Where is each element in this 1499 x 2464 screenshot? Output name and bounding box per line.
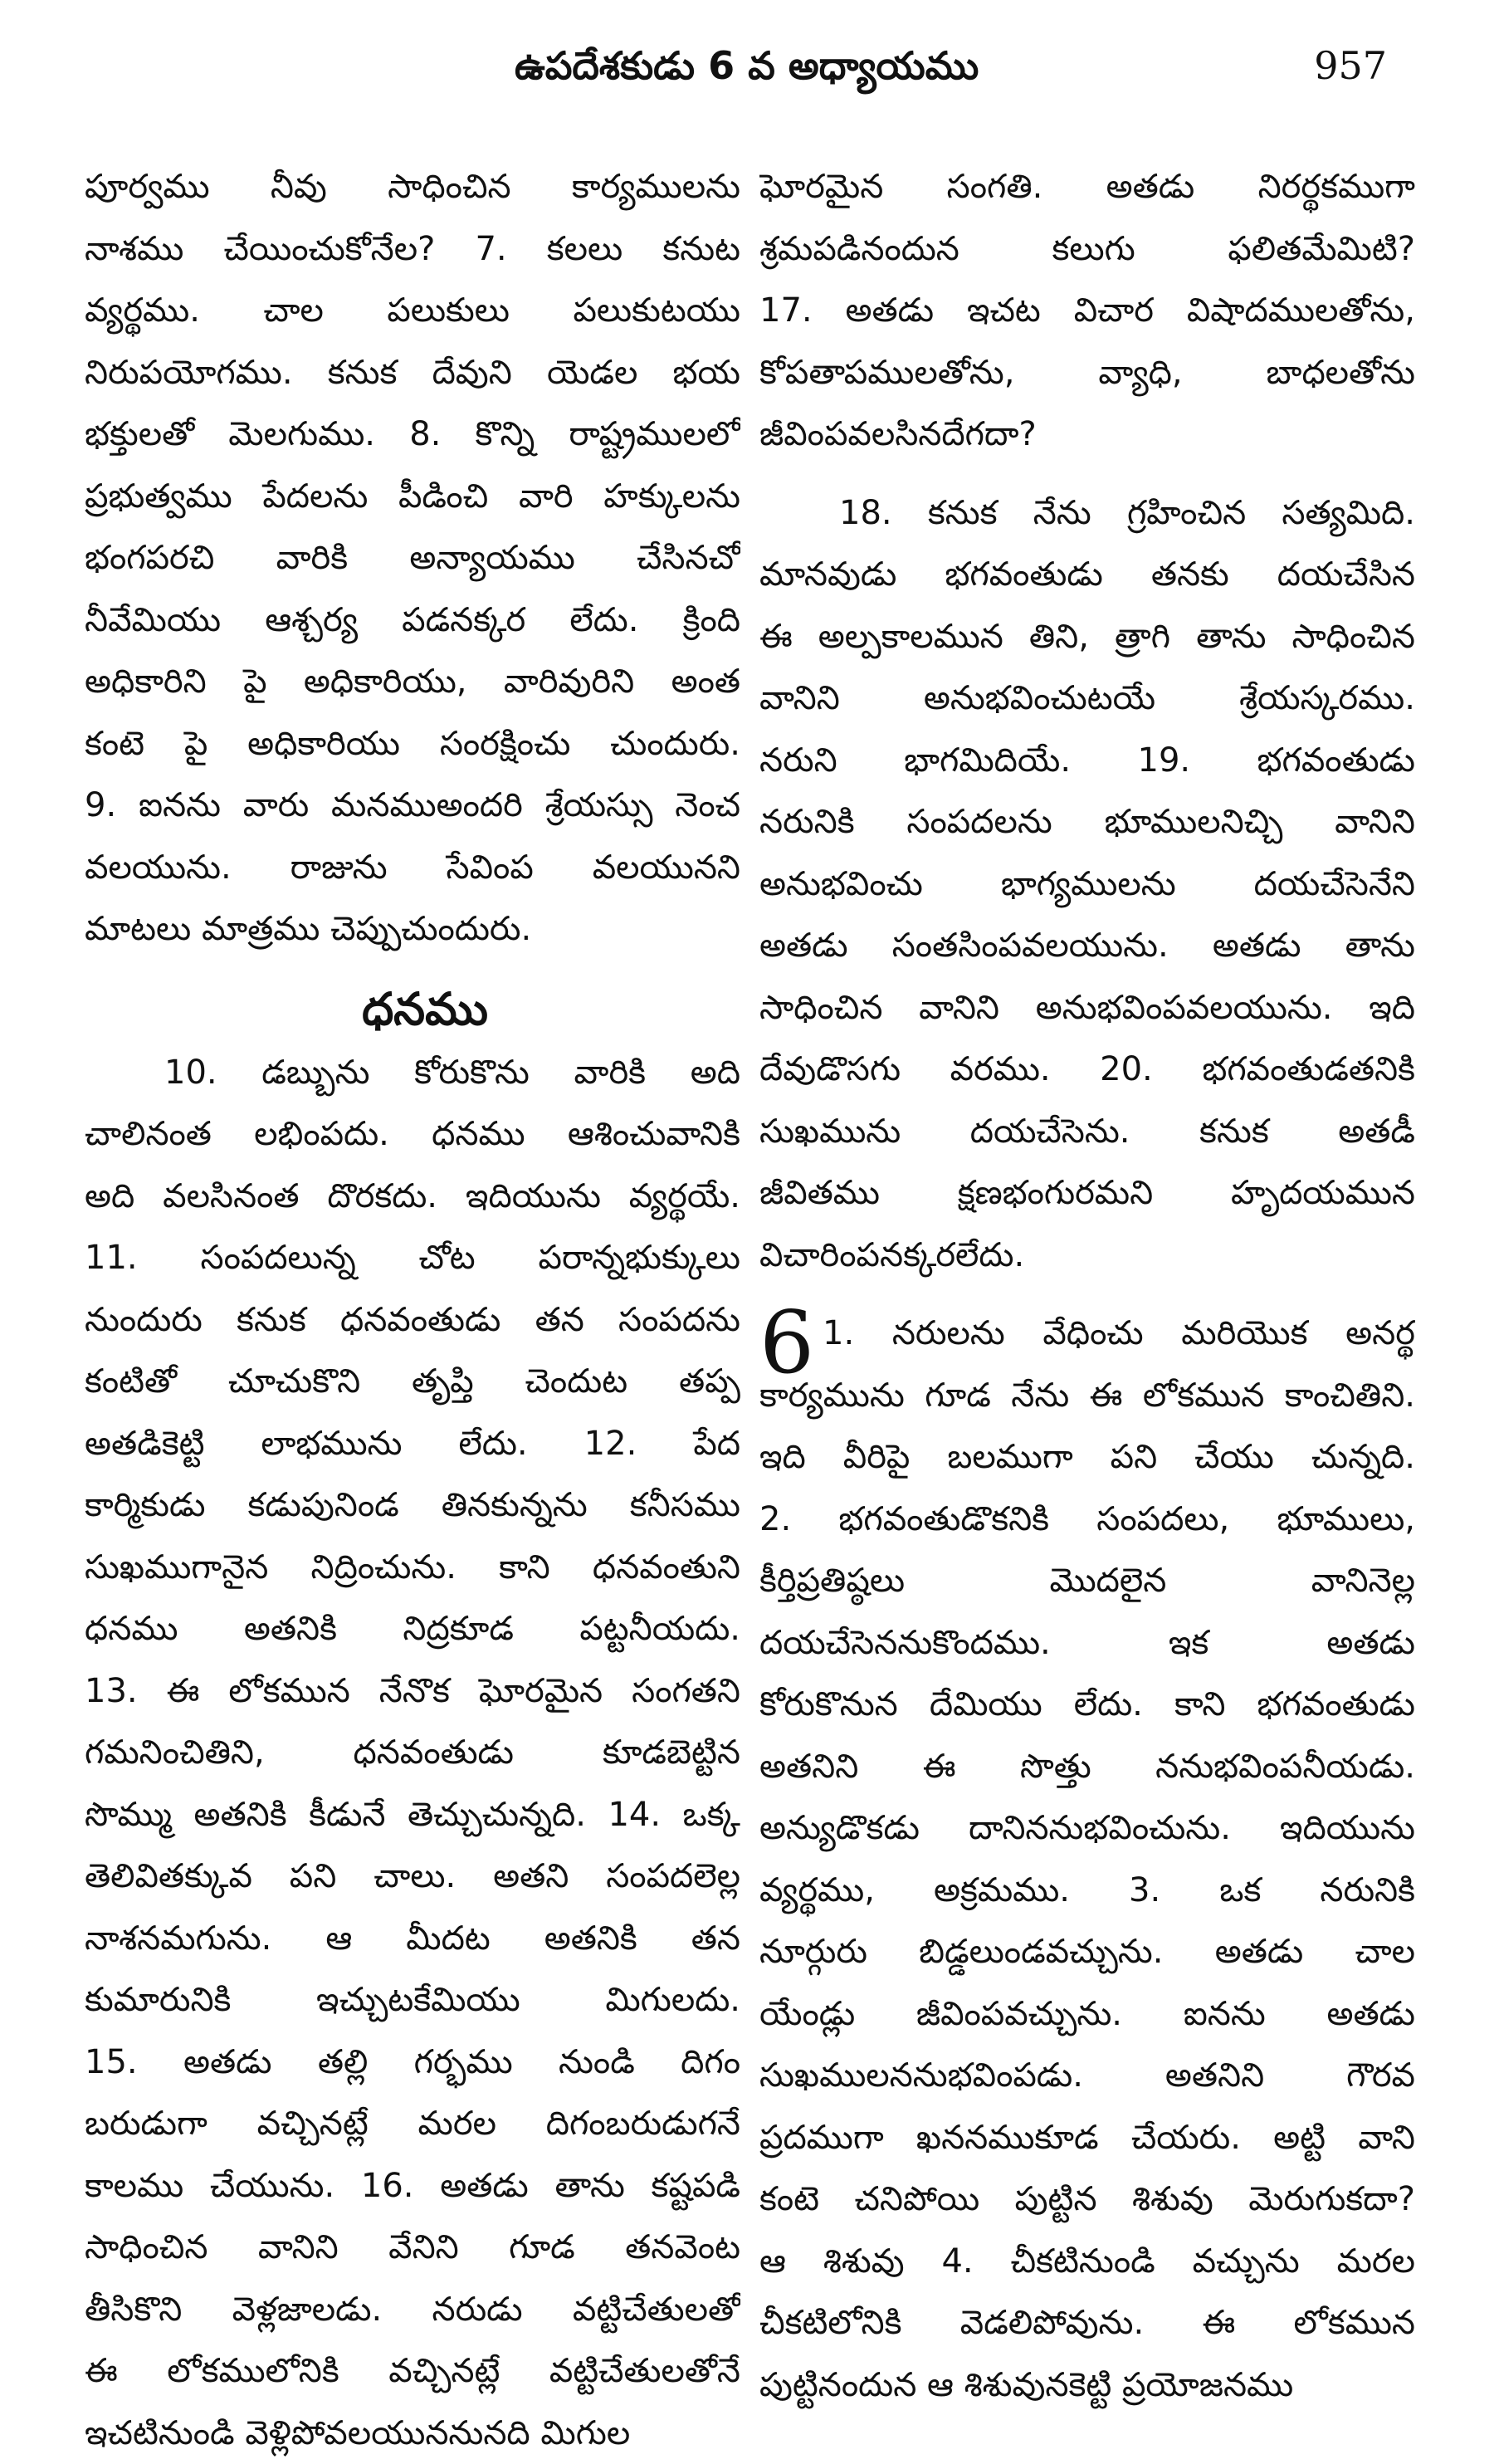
text-line: 1. నరులను వేధించు మరియొక అనర్థ	[759, 1303, 1415, 1365]
text-line: కంటె పై అధికారియు సంరక్షించు చుందురు.	[85, 713, 740, 775]
left-column	[85, 156, 740, 2464]
text-line: కాలము చేయును. 16. అతడు తాను కష్టపడి	[85, 2155, 740, 2217]
text-line: 9. ఐనను వారు మనముఅందరి శ్రేయస్సు నెంచ	[85, 775, 740, 837]
text-line: జీవితము క్షణభంగురమని హృదయమున	[759, 1162, 1415, 1225]
text-line: 2. భగవంతుడొకనికి సంపదలు, భూములు,	[759, 1489, 1415, 1551]
text-line: కోపతాపములతోను, వ్యాధి, బాధలతోను	[759, 342, 1415, 404]
text-line: సుఖముగానైన నిద్రించును. కాని ధనవంతుని	[85, 1537, 740, 1599]
text-line: జీవింపవలసినదేగదా?	[759, 403, 1415, 466]
paragraph	[759, 1365, 1415, 2417]
text-line: నరుని భాగమిదియే. 19. భగవంతుడు	[759, 730, 1415, 792]
text-line: ఇచటినుండి వెళ్లిపోవలయుననునది మిగుల	[85, 2403, 740, 2464]
text-line: అది వలసినంత దొరకదు. ఇదియును వ్యర్థయే.	[85, 1166, 740, 1228]
text-line: సాధించిన వానిని వేనిని గూడ తనవెంట	[85, 2217, 740, 2279]
text-line: 15. అతడు తల్లి గర్భము నుండి దిగం	[85, 2031, 740, 2094]
text-line: 11. సంపదలున్న చోట పరాన్నభుక్కులు	[85, 1227, 740, 1289]
text-line: సుఖమును దయచేసెను. కనుక అతడీ	[759, 1101, 1415, 1163]
text-line: ఈ లోకములోనికి వచ్చినట్లే వట్టిచేతులతోనే	[85, 2340, 740, 2403]
text-line: వ్యర్థము, అక్రమము. 3. ఒక నరునికి	[759, 1860, 1415, 1922]
paragraph	[85, 156, 740, 961]
text-line: నూర్గురు బిడ్డలుండవచ్చును. అతడు చాల	[759, 1921, 1415, 1983]
text-line: యేండ్లు జీవింపవచ్చును. ఐనను అతడు	[759, 1983, 1415, 2046]
page-number: 957	[1314, 43, 1387, 88]
text-line: సుఖములననుభవింపడు. అతనిని గౌరవ	[759, 2045, 1415, 2107]
text-line: 10. డబ్బును కోరుకొను వారికి అది	[85, 1042, 740, 1104]
text-line: అన్యుడొకడు దానిననుభవించును. ఇదియును	[759, 1797, 1415, 1860]
text-line: వానిని అనుభవించుటయే శ్రేయస్కరము.	[759, 667, 1415, 730]
text-line: దేవుడొసగు వరము. 20. భగవంతుడతనికి	[759, 1039, 1415, 1101]
text-line: పూర్వము నీవు సాధించిన కార్యములను	[85, 156, 740, 218]
running-title: ఉపదేశకుడు 6 వ అధ్యాయము	[515, 43, 979, 98]
section-heading: ధనము	[85, 977, 740, 1042]
text-line: సొమ్ము అతనికి కీడునే తెచ్చుచున్నది. 14. ఒక్క	[85, 1784, 740, 1846]
text-line: ధనము అతనికి నిద్రకూడ పట్టనీయదు.	[85, 1598, 740, 1660]
text-line: కీర్తిప్రతిష్ఠలు మొదలైన వానినెల్ల	[759, 1550, 1415, 1612]
text-line: కార్యమును గూడ నేను ఈ లోకమున కాంచితిని.	[759, 1365, 1415, 1427]
text-line: మాటలు మాత్రము చెప్పుచుందురు.	[85, 898, 740, 961]
text-line: వ్యర్థము. చాల పలుకులు పలుకుటయు	[85, 280, 740, 342]
text-line: శ్రమపడినందున కలుగు ఫలితమేమిటి?	[759, 218, 1415, 281]
text-line: గమనించితిని, ధనవంతుడు కూడబెట్టిన	[85, 1722, 740, 1784]
text-line: అనుభవించు భాగ్యములను దయచేసెనేని	[759, 853, 1415, 916]
paragraph	[759, 156, 1415, 466]
text-line: 17. అతడు ఇచట విచార విషాదములతోను,	[759, 280, 1415, 342]
text-line: భక్తులతో మెలగుము. 8. కొన్ని రాష్ట్రములలో	[85, 403, 740, 466]
text-line: విచారింపనక్కరలేదు.	[759, 1225, 1415, 1287]
text-line: ప్రభుత్వము పేదలను పీడించి వారి హక్కులను	[85, 466, 740, 528]
text-line: పుట్టినందున ఆ శిశువునకెట్టి ప్రయోజనము	[759, 2354, 1415, 2417]
text-line: నీవేమియు ఆశ్చర్య పడనక్కర లేదు. క్రింది	[85, 589, 740, 652]
text-line: అతనిని ఈ సొత్తు ననుభవింపనీయడు.	[759, 1736, 1415, 1798]
page-header	[0, 43, 1499, 118]
text-line: కోరుకొనున దేమియు లేదు. కాని భగవంతుడు	[759, 1674, 1415, 1736]
text-line: ఇది వీరిపై బలముగా పని చేయు చున్నది.	[759, 1426, 1415, 1489]
text-line: ఘోరమైన సంగతి. అతడు నిరర్థకముగా	[759, 156, 1415, 218]
text-line: చాలినంత లభింపదు. ధనము ఆశించువానికి	[85, 1103, 740, 1166]
text-line: భంగపరచి వారికి అన్యాయము చేసినచో	[85, 527, 740, 589]
text-line: కార్మికుడు కడుపునిండ తినకున్నను కనీసము	[85, 1474, 740, 1537]
text-line: సాధించిన వానిని అనుభవింపవలయును. ఇది	[759, 977, 1415, 1039]
text-line: 18. కనుక నేను గ్రహించిన సత్యమిది.	[759, 482, 1415, 545]
text-line: బరుడుగా వచ్చినట్లే మరల దిగంబరుడుగనే	[85, 2093, 740, 2155]
text-line: నుందురు కనుక ధనవంతుడు తన సంపదను	[85, 1289, 740, 1352]
text-line: ఈ అల్పకాలమున తిని, త్రాగి తాను సాధించిన	[759, 606, 1415, 668]
text-line: అతడికెట్టి లాభమును లేదు. 12. పేద	[85, 1413, 740, 1475]
paragraph	[759, 482, 1415, 1287]
text-line: కంటె చనిపోయి పుట్టిన శిశువు మెరుగుకదా?	[759, 2168, 1415, 2231]
text-line: అతడు సంతసింపవలయును. అతడు తాను	[759, 915, 1415, 977]
text-line: నరునికి సంపదలను భూములనిచ్చి వానిని	[759, 791, 1415, 853]
text-line: దయచేసెననుకొందము. ఇక అతడు	[759, 1612, 1415, 1674]
text-line: నిరుపయోగము. కనుక దేవుని యెడల భయ	[85, 342, 740, 404]
text-line: కంటితో చూచుకొని తృప్తి చెందుట తప్ప	[85, 1351, 740, 1413]
text-line: ప్రదముగా ఖననముకూడ చేయరు. అట్టి వాని	[759, 2107, 1415, 2169]
text-line: కుమారునికి ఇచ్చుటకేమియు మిగులదు.	[85, 1969, 740, 2031]
text-line: ఆ శిశువు 4. చీకటినుండి వచ్చును మరల	[759, 2231, 1415, 2293]
text-line: నాశము చేయించుకోనేల? 7. కలలు కనుట	[85, 218, 740, 281]
text-line: 13. ఈ లోకమున నేనొక ఘోరమైన సంగతని	[85, 1660, 740, 1723]
text-line: తీసికొని వెళ్లజాలడు. నరుడు వట్టిచేతులతో	[85, 2279, 740, 2341]
text-line: నాశనమగును. ఆ మీదట అతనికి తన	[85, 1908, 740, 1970]
text-line: తెలివితక్కువ పని చాలు. అతని సంపదలెల్ల	[85, 1846, 740, 1908]
paragraph	[85, 1042, 740, 2464]
text-line: మానవుడు భగవంతుడు తనకు దయచేసిన	[759, 544, 1415, 606]
text-line: వలయును. రాజును సేవింప వలయునని	[85, 837, 740, 899]
text-line: అధికారిని పై అధికారియు, వారివురిని అంత	[85, 651, 740, 713]
right-column	[759, 156, 1415, 2416]
text-line: చీకటిలోనికి వెడలిపోవును. ఈ లోకమున	[759, 2292, 1415, 2354]
chapter-number: 6	[759, 1299, 814, 1386]
